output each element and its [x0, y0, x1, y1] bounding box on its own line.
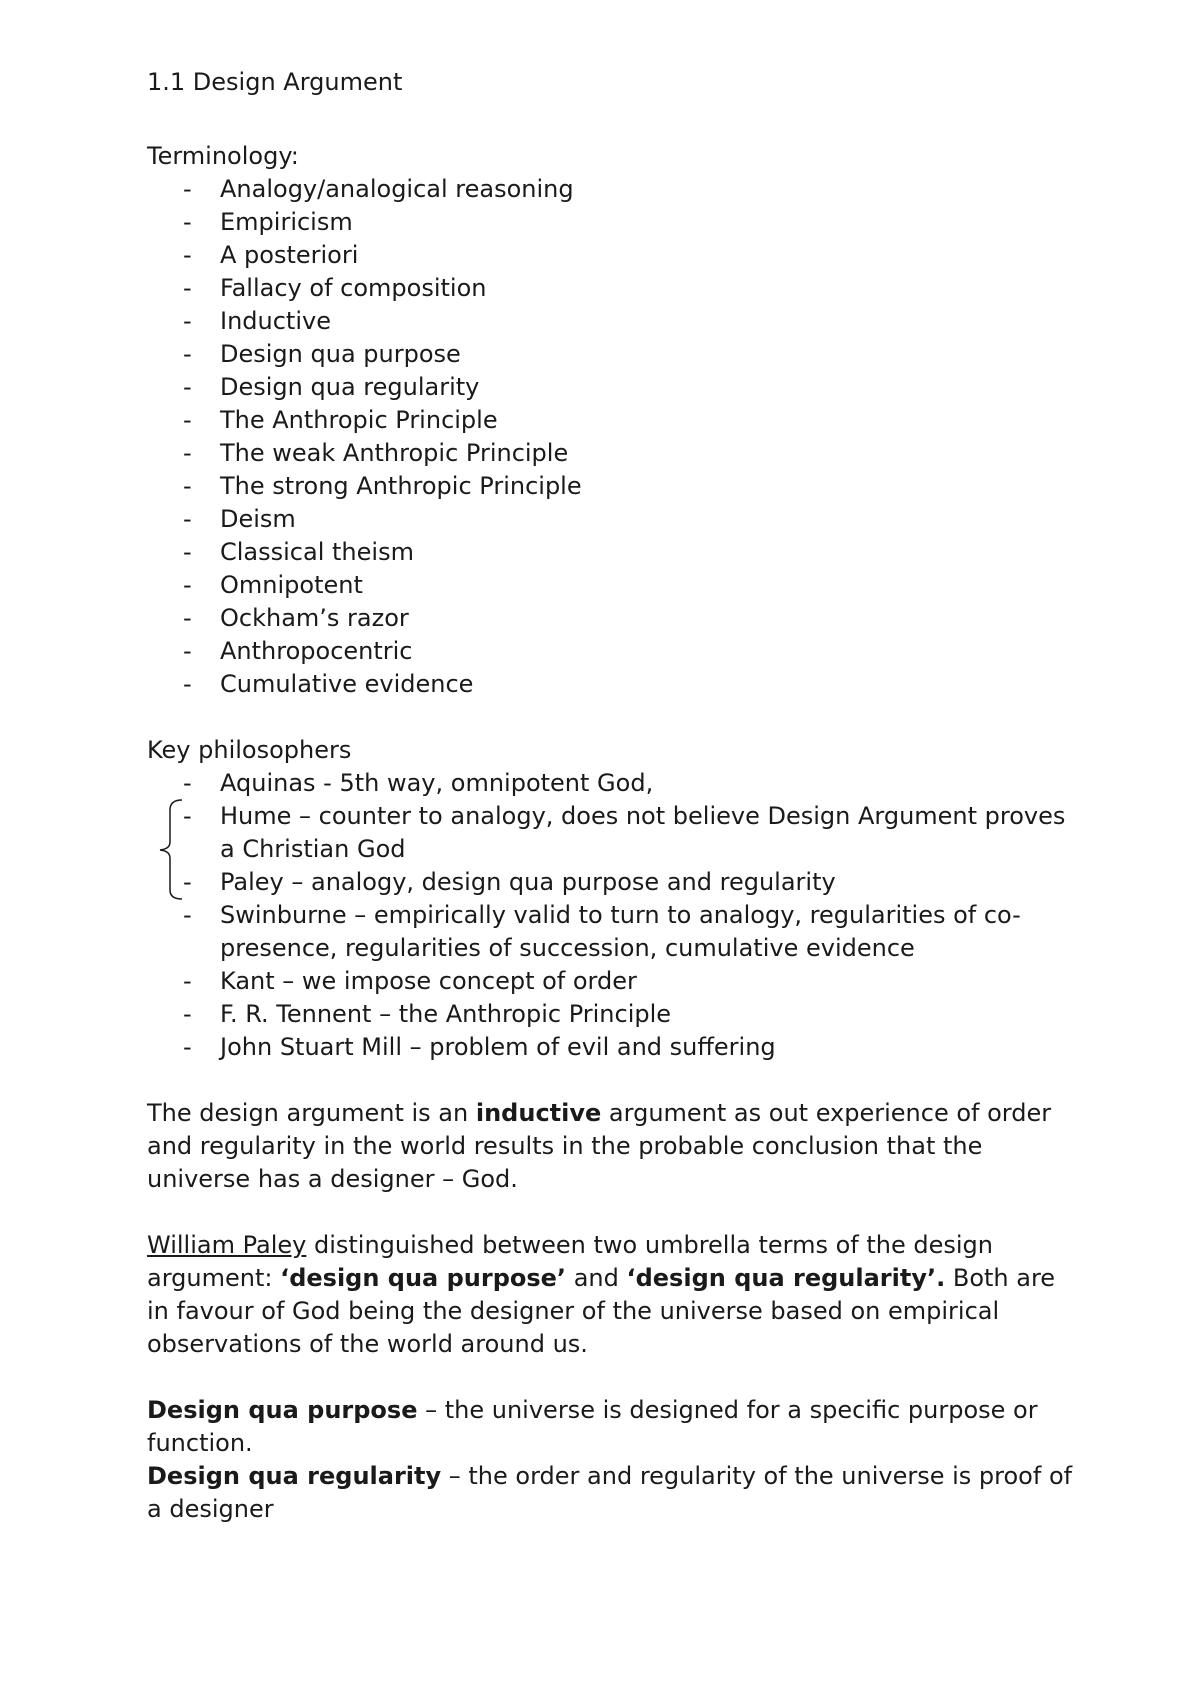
philosopher-item: - Hume – counter to analogy, does not believe Design Argument proves a Christian God	[147, 800, 1077, 866]
philosopher-item: - Swinburne – empirically valid to turn to analogy, regularities of co-presence, regularities of succession, cumulative evidence	[147, 899, 1077, 965]
terminology-item: - Deism	[147, 503, 1077, 536]
document-title: 1.1 Design Argument	[147, 68, 403, 96]
definition-purpose: Design qua purpose – the universe is designed for a specific purpose or function.	[147, 1396, 1038, 1457]
terminology-item: - Ockham’s razor	[147, 602, 1077, 635]
philosopher-item: - Paley – analogy, design qua purpose and regularity	[147, 866, 1077, 899]
regularity-term: ‘design qua regularity’.	[626, 1264, 946, 1292]
terminology-item: - The Anthropic Principle	[147, 404, 1077, 437]
inductive-paragraph: The design argument is an inductive argument as out experience of order and regularity in the world results in the probable conclusion that the universe has a designer – God.	[147, 1099, 1052, 1193]
philosopher-item: - Kant – we impose concept of order	[147, 965, 1077, 998]
philosopher-item: - F. R. Tennent – the Anthropic Principle	[147, 998, 1077, 1031]
terminology-item: - The weak Anthropic Principle	[147, 437, 1077, 470]
inductive-term: inductive	[475, 1099, 602, 1127]
terminology-item: - Empiricism	[147, 206, 1077, 239]
terminology-item: - Design qua purpose	[147, 338, 1077, 371]
philosophers-list	[147, 767, 1077, 1064]
terminology-item: - Fallacy of composition	[147, 272, 1077, 305]
definition-regularity: Design qua regularity – the order and regularity of the universe is proof of a designer	[147, 1462, 1073, 1523]
philosophers-heading: Key philosophers	[147, 736, 352, 764]
terminology-item: - Classical theism	[147, 536, 1077, 569]
document-page	[147, 66, 1077, 1526]
terminology-item: - Design qua regularity	[147, 371, 1077, 404]
terminology-list	[147, 173, 1077, 701]
philosopher-item: - Aquinas - 5th way, omnipotent God,	[147, 767, 1077, 800]
paley-paragraph: William Paley distinguished between two umbrella terms of the design argument: ‘design qua purpose’ and ‘design qua regularity’. Both are in favour of God being the designer of the universe based on empirical observations of the world around us.	[147, 1231, 1056, 1358]
terminology-item: - Omnipotent	[147, 569, 1077, 602]
terminology-item: - Analogy/analogical reasoning	[147, 173, 1077, 206]
purpose-term: ‘design qua purpose’	[280, 1264, 567, 1292]
terminology-item: - The strong Anthropic Principle	[147, 470, 1077, 503]
terminology-item: - Inductive	[147, 305, 1077, 338]
terminology-item: - A posteriori	[147, 239, 1077, 272]
philosopher-item: - John Stuart Mill – problem of evil and suffering	[147, 1031, 1077, 1064]
terminology-item: - Anthropocentric	[147, 635, 1077, 668]
curly-bracket-icon	[154, 798, 184, 901]
paley-name: William Paley	[147, 1231, 307, 1259]
terminology-heading: Terminology:	[147, 142, 299, 170]
terminology-item: - Cumulative evidence	[147, 668, 1077, 701]
